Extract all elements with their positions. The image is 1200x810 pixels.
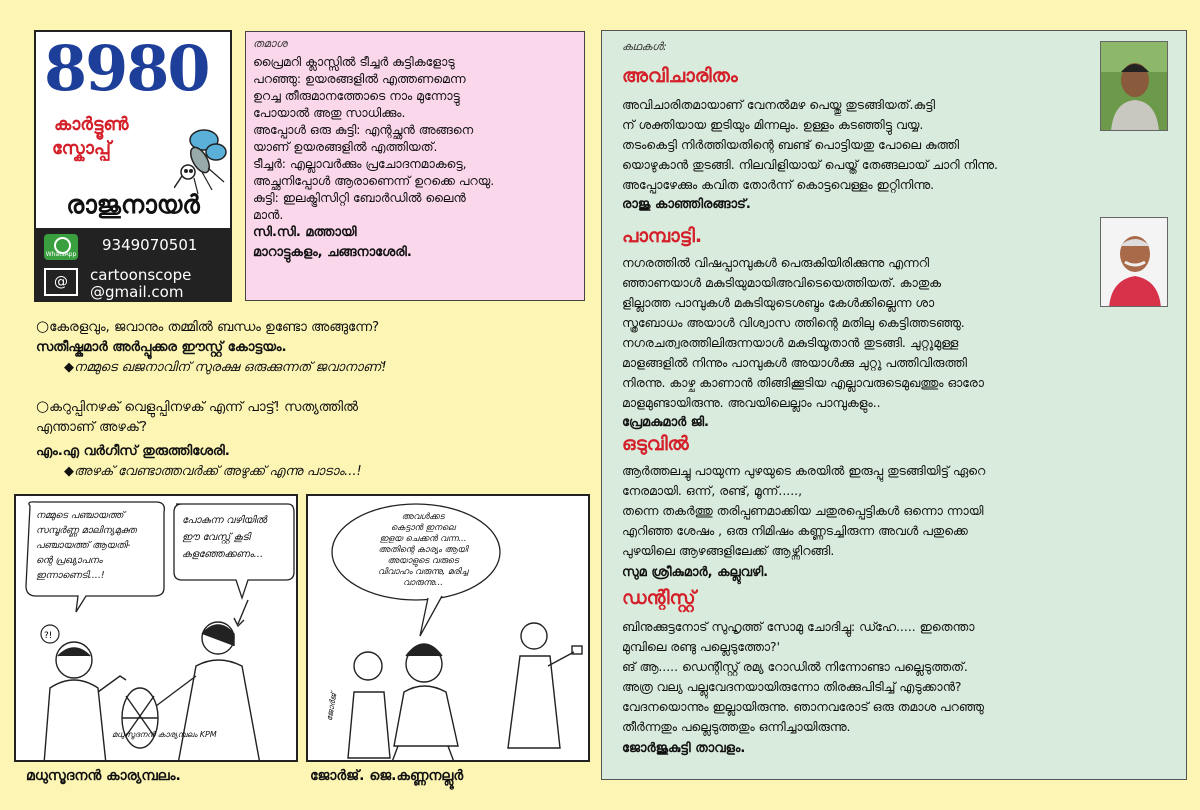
cartoon-1-bubble-1: നമ്മുടെ പഞ്ചായത്ത് സമ്പൂർണ്ണ മാലിന്യമുക്ത പഞ്ചായത്ത് ആയതി- ന്റെ പ്രഖ്യാപനം ഇന്നാണെടി....! [36,510,137,581]
email-line2: @gmail.com [90,283,184,301]
stories-panel [601,30,1187,780]
cartoon-2-caption: ജോർജ്. ജെ.കണ്ണനല്ലൂർ [310,768,464,784]
joke-line: ടീച്ചർ: എല്ലാവർക്കും പ്രചോദനമാകട്ടെ, [253,156,467,171]
cartoon-scope-logo [34,30,232,302]
story-title: ഒടുവിൽ [622,433,689,455]
joke-line: ഉറച്ച തീരുമാനത്തോടെ നാം മുന്നോട്ടു [253,88,460,103]
joke-author: സി.സി. മത്തായി [253,225,357,240]
logo-line2: സ്കോപ്പ് [52,138,111,159]
logo-line1: കാർട്ടൂൺ [54,114,129,135]
joke-line: പറഞ്ഞു: ഉയരങ്ങളിൽ എത്തണമെന്ന [253,71,466,86]
logo-author-name: രാജുനായർ [66,190,200,219]
story-author: സുമ ശ്രീകുമാർ, കല്ലുവഴി. [622,565,769,580]
mosquito-icon [174,124,230,196]
whatsapp-icon: WhatsApp [44,234,78,260]
story-body: ആർത്തലച്ചു പായുന്ന പുഴയുടെ കരയിൽ ഇരുപ്പു തുടങ്ങിയിട്ട് ഏറെ നേരമായി. ഒന്ന്, രണ്ട്, മൂന്ന്....., തന്നെ തകർത്തു തരിപ്പണമാക്കിയ ചതുരപ്പെട്ടികൾ ഒന്നൊ ന്നായി എറിഞ്ഞ ശേഷം , ഒരു നിമിഷം കണ്ണടച്ചിരുന്ന അവൾ പതുക്കെ പുഴയിലെ ആഴങ്ങളിലേക്ക് ആഴ്ന്നിറങ്ങി. [622,463,986,558]
joke-box [245,31,585,301]
phone-number: 9349070501 [102,236,198,254]
cartoon-2 [306,494,590,762]
cartoon-2-signature: ജോർജ് [324,692,339,722]
asker: എം.എ വർഗീസ് തുരുത്തിശേരി. [36,444,230,459]
question: ○കറുപ്പിനഴക് വെളുപ്പിനഴക് എന്ന് പാട്ട്! സത്യത്തിൽ [36,397,358,415]
joke-line: കുട്ടി: ഇലക്ട്രിസിറ്റി ബോർഡിൽ ലൈൻ [253,190,466,205]
joke-author-place: മാറാട്ടുകളം, ചങ്ങനാശേരി. [253,245,412,260]
story-author: പ്രേമകുമാർ ജി. [622,415,709,430]
joke-line: അപ്പോൾ ഒരു കുട്ടി: എന്റച്ഛൻ അങ്ങനെ [253,122,474,137]
story-body: നഗരത്തിൽ വിഷപ്പാമ്പുകൾ പെരുകിയിരിക്കുന്നു എന്നറി ഞ്ഞാണയാൾ മകുടിയുമായിഅവിടെയെത്തിയത്. കാതുക ളില്ലാത്ത പാമ്പുകൾ മകുടിയുടെശബ്ദം കേൾക്കില്ലെന്ന ശാ സ്ത്രബോധം അയാൾ വിശ്വാസ ത്തിന്റെ മതിലു കെട്ടിത്തടഞ്ഞു. നഗരചത്വരത്തിലിരുന്നയാൾ മകുടിയൂതാൻ തുടങ്ങി. ചുറ്റുമുള്ള മാളങ്ങളിൽ നിന്നും പാമ്പുകൾ അയാൾക്കു ചുറ്റു പത്തിവിരുത്തി നിരന്നു. കാഴ്ച കാണാൻ തിങ്ങിക്കൂടിയ എല്ലാവരുടെമുഖത്തും ഓരോ മാളമുണ്ടായിരുന്നു. അവയിലെല്ലാം പാമ്പുകളും.. [622,255,984,410]
asker: സതീഷ്കുമാർ അർപ്പൂക്കര ഈസ്റ്റ് കോട്ടയം. [36,340,287,355]
joke-line: പ്രൈമറി ക്ലാസ്സിൽ ടീച്ചർ കുട്ടികളോടു [253,54,455,69]
joke-line: പോയാൽ അതു സാധിക്കും. [253,105,406,120]
answer: ◆നമ്മുടെ ഖജനാവിന് സുരക്ഷ ഒരുക്കുന്നത് ജവാനാണ്! [64,360,387,375]
question-cont: എന്താണ് അഴക്? [36,420,147,435]
story-title: ഡന്റിസ്റ്റ് [622,587,696,609]
cartoon-1-bubble-2: പോകുന്ന വഴിയിൽ ഈ വേസ്റ്റ് കൂടി കളഞ്ഞേക്കണം... [182,515,267,560]
joke-line: അച്ഛനിപ്പോൾ ആരാണെന്ന് ഉറക്കെ പറയു. [253,173,495,188]
story-body: ബിനുക്കുട്ടനോട് സുഹൃത്ത് സോമു ചോദിച്ചു: ഡ്ഹേ..... ഇതെന്താ മുമ്പിലെ രണ്ടു പല്ലെടുത്തോ?' ങ് ആ..... ഡെന്റിസ്റ്റ് രമ്യ റോഡിൽ നിന്നോണ്ടാ പല്ലെടുത്തത്. അത്ര വല്യ പല്ലുവേദനയായിരുന്നോ തിരക്കുപിടിച്ച് എടുക്കാൻ? വേദനയൊന്നും ഇല്ലായിരുന്നു. ഞാനവരോട് ഒരു തമാശ പറഞ്ഞു തീർന്നതും പല്ലെടുത്തതും ഒന്നിച്ചായിരുന്നു. [622,619,984,734]
story-title: പാമ്പാട്ടി. [622,225,703,247]
cartoon-2-bubble: അവൾക്കട കെട്ടാൻ ഇനലെ ഇളയ ചെക്കൻ വന്ന... അതിന്റെ കാര്യം ആയി അയാളുടെ വരുടെ വിവാഹം വരുന്നു, മരിച്ച വാരുന്നു... [377,512,469,588]
question: ○കേരളവും, ജവാനും തമ്മിൽ ബന്ധം ഉണ്ടോ അങ്ങുന്നേ? [36,317,380,335]
email-line1: cartoonscope [90,266,192,284]
answer: ◆അഴക് വേണ്ടാത്തവർക്ക് അഴുക്ക് എന്നു പാടാം...! [64,464,362,479]
contact-strip [36,228,230,302]
story-author: രാജു കാഞ്ഞിരങ്ങാട്. [622,197,751,212]
cartoon-1-caption: മധുസൂദനൻ കാര്യമ്പലം. [26,768,181,784]
story-body: അവിചാരിതമായാണ് വേനൽമഴ പെയ്തു തുടങ്ങിയത്.കുട്ടി ന് ശക്തിയായ ഇടിയും മിന്നലും. ഉള്ളം കടഞ്ഞിട്ടു വയ്യ. തടംകെട്ടി നിർത്തിയതിന്റെ ബണ്ട് പൊട്ടിയതു പോലെ കുത്തി യൊഴുകാൻ തുടങ്ങി. നിലവിളിയായ് പെയ്ത് തേങ്ങലായ് ചാറി നിന്നു. അപ്പോഴേക്കും കവിത തോർന്ന് കൊട്ടവെള്ളം ഇറ്റിനിന്നു. [622,97,998,192]
cartoon-1 [14,494,298,762]
logo-number: 8980 [44,32,209,105]
joke-label: തമാശ [253,37,288,50]
story-title: അവിചാരിതം [622,65,738,87]
email-icon: @ [44,268,78,296]
joke-line: മാൻ. [253,207,284,222]
author-photo-1 [1100,41,1168,131]
stories-label: കഥകൾ: [622,40,667,53]
svg-text:?!: ?! [44,631,53,641]
cartoon-1-signature: മധുസൂദനൻ കാര്യമ്പലം KPM [112,730,217,739]
story-author: ജോർജുകുട്ടി താവളം. [622,741,746,756]
joke-line: യാണ് ഉയരങ്ങളിൽ എത്തിയത്. [253,139,438,154]
qa-item-2 [36,396,596,482]
qa-item-1 [36,316,596,378]
